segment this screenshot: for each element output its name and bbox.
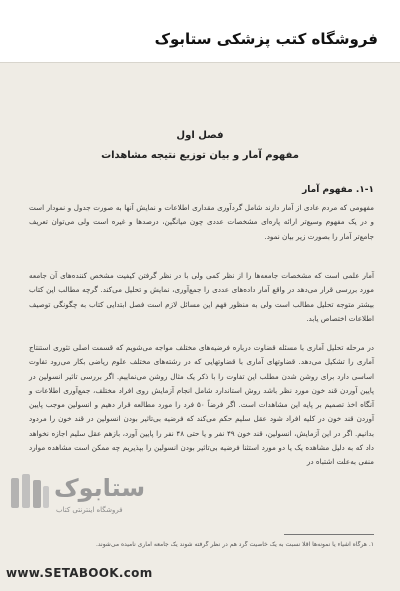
book-logo-icon [8, 472, 52, 512]
site-url-link[interactable]: www.SETABOOK.com [6, 566, 153, 580]
watermark-brand: ستابوک [54, 474, 146, 502]
watermark-tagline: فروشگاه اینترنتی کتاب [56, 506, 123, 514]
paragraph-1: مفهومی که مردم عادی از آمار دارند شامل گردآوری مقداری اطلاعات و نمایش آنها به صورت جدول و نمودار است و در یک مفهوم وسیع‌تر ارائه پاره‌ای مشخصات عددی چون میانگین، درصدها و غیره است ولی می‌توان تعریف جامع‌تر آمار را بصورت زیر بیان نمود. [29, 203, 374, 241]
paragraph-2: آمار علمی است که مشخصات جامعه‌ها را از نظر کمی ولی با در نظر گرفتن کیفیت مشخص کننده‌های آن جامعه مورد بررسی قرار می‌دهد در واقع آمار داده‌های عددی را جمع‌آوری، نمایش و تحلیل می‌کند. گرچه مطالب این کتاب بیشتر متوجه تحلیل مطالب است ولی به منظور فهم این مسائل لازم است فصل ابتدایی کتاب به چگونگی توصیف اطلاعات اختصاص یابد. [29, 271, 374, 323]
chapter-label: فصل اول [176, 130, 224, 141]
footnote: ۱. هرگاه اشیاء یا نمونه‌ها اقلا نسبت به یک خاصیت گرد هم در نظر گرفته شوند یک جامعه آماری نامیده می‌شوند. [95, 541, 374, 548]
chapter-title: مفهوم آمار و بیان توزیع نتیجه مشاهدات [101, 150, 299, 161]
store-banner [0, 0, 400, 63]
section-heading: ۱-۱. مفهوم آمار [302, 185, 374, 195]
footnote-divider [284, 534, 374, 535]
paragraph-3: در مرحله تحلیل آماری با مسئله قضاوت درباره فرضیه‌های مختلف مواجه می‌شویم که قسمت اصلی تئوری استنتاج آماری را تشکیل می‌دهد. قضاوتهای آماری با قضاوتهایی که در رشته‌های مختلف علوم ریاضی بکار می‌رود تفاوت اساسی دارد برای روشن شدن مطلب این تفاوت را با ذکر یک مثال روشن می‌نماییم. اگر بررسی تاثیر انسولین در پایین آوردن قند خون مورد نظر باشد روش استاندارد شامل انجام آزمایش روی افراد مختلف، جمع‌آوری اطلاعات و آنگاه اخذ تصمیم بر پایه این مشاهدات است. اگر فرضاً ۵۰ فرد را مورد مطالعه قرار دهیم و انسولین موجب پایین آوردن قند خون در کلیه افراد شود عقل سلیم حکم می‌کند که فرضیه بی‌تاثیر بودن انسولین در قند خون را مردود بدانیم. اگر در این آزمایش، انسولین، قند خون ۴۹ نفر و یا حتی ۴۸ نفر را پایین آورد، بازهم عقل سلیم اجازه نخواهد داد که به دلیل مشاهده یک یا دو مورد استثنا فرضیه بی‌تاثیر بودن انسولین را بپذیریم چه ممکن است مشاهده موارد منفی به‌علت اشتباه در [29, 343, 374, 467]
store-title: فروشگاه کتب پزشکی ستابوک [154, 30, 378, 48]
